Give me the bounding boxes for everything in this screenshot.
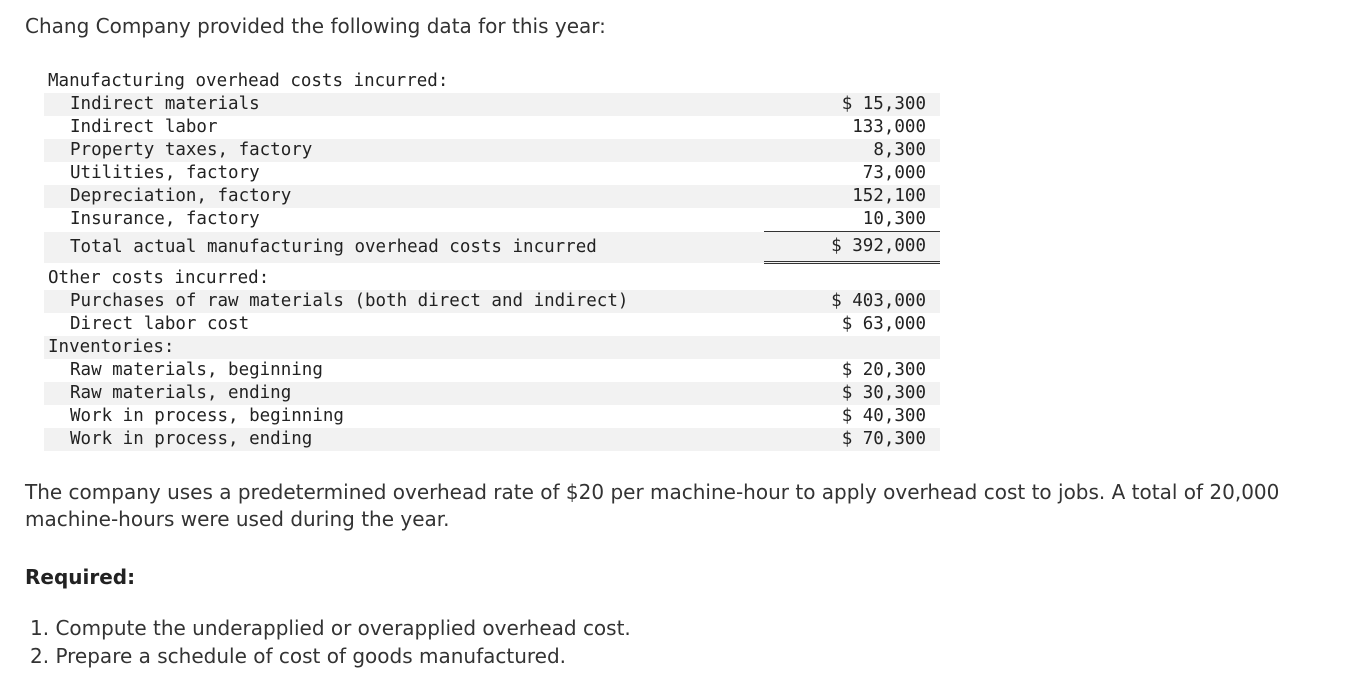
table-row [44, 428, 940, 451]
row-value: 73,000 [862, 163, 926, 183]
overhead-section-label: Manufacturing overhead costs incurred: [48, 71, 449, 91]
row-label: Raw materials, ending [44, 382, 764, 405]
total-value: $ 392,000 [764, 232, 940, 263]
row-value: $ 30,300 [764, 382, 940, 405]
table-row [44, 162, 940, 185]
row-label: Purchases of raw materials (both direct and indirect) [44, 290, 764, 313]
other-costs-section-label: Other costs incurred: [48, 268, 270, 288]
row-label: Depreciation, factory [44, 185, 764, 208]
cost-data-table [44, 70, 940, 451]
row-value: $ 15,300 [764, 93, 940, 116]
table-row [44, 405, 940, 428]
table-row [44, 290, 940, 313]
overhead-rate-paragraph: The company uses a predetermined overhead rate of $20 per machine-hour to apply overhead cost to jobs. A total of 20,000 machine-hours were used during the year. [25, 480, 1280, 531]
row-value: 10,300 [764, 208, 940, 232]
row-value: $ 70,300 [764, 428, 940, 451]
total-row [44, 232, 940, 263]
table-row [44, 139, 940, 162]
row-value: $ 403,000 [764, 290, 940, 313]
required-heading: Required: [25, 565, 136, 589]
requirement-item: 1. Compute the underapplied or overapplied overhead cost. [30, 616, 631, 640]
row-value: 8,300 [764, 139, 940, 162]
table-row [44, 116, 940, 139]
table-row [44, 359, 940, 382]
table-row [44, 382, 940, 405]
table-section-header [44, 70, 940, 93]
table-row [44, 313, 940, 336]
row-value: $ 20,300 [841, 360, 926, 380]
row-label: Work in process, ending [44, 428, 764, 451]
table-row [44, 93, 940, 116]
row-label: Raw materials, beginning [70, 360, 323, 380]
table-row [44, 185, 940, 208]
row-label: Insurance, factory [70, 209, 260, 230]
row-label: Indirect materials [44, 93, 764, 116]
row-label: Work in process, beginning [70, 406, 344, 426]
row-label: Indirect labor [70, 117, 218, 137]
intro-text: Chang Company provided the following data for this year: [25, 14, 606, 38]
table-row [44, 208, 940, 232]
requirement-item: 2. Prepare a schedule of cost of goods manufactured. [30, 644, 567, 668]
row-value: $ 63,000 [841, 314, 926, 334]
row-label: Property taxes, factory [44, 139, 764, 162]
table-section-header [44, 263, 940, 291]
row-label: Utilities, factory [70, 163, 260, 183]
total-label: Total actual manufacturing overhead costs incurred [44, 232, 764, 263]
requirements-list [30, 614, 631, 670]
row-value: 133,000 [852, 117, 926, 137]
row-value: $ 40,300 [841, 406, 926, 426]
table-section-header [44, 336, 940, 359]
row-value: 152,100 [764, 185, 940, 208]
row-label: Direct labor cost [70, 314, 250, 334]
inventories-section-label: Inventories: [44, 336, 940, 359]
